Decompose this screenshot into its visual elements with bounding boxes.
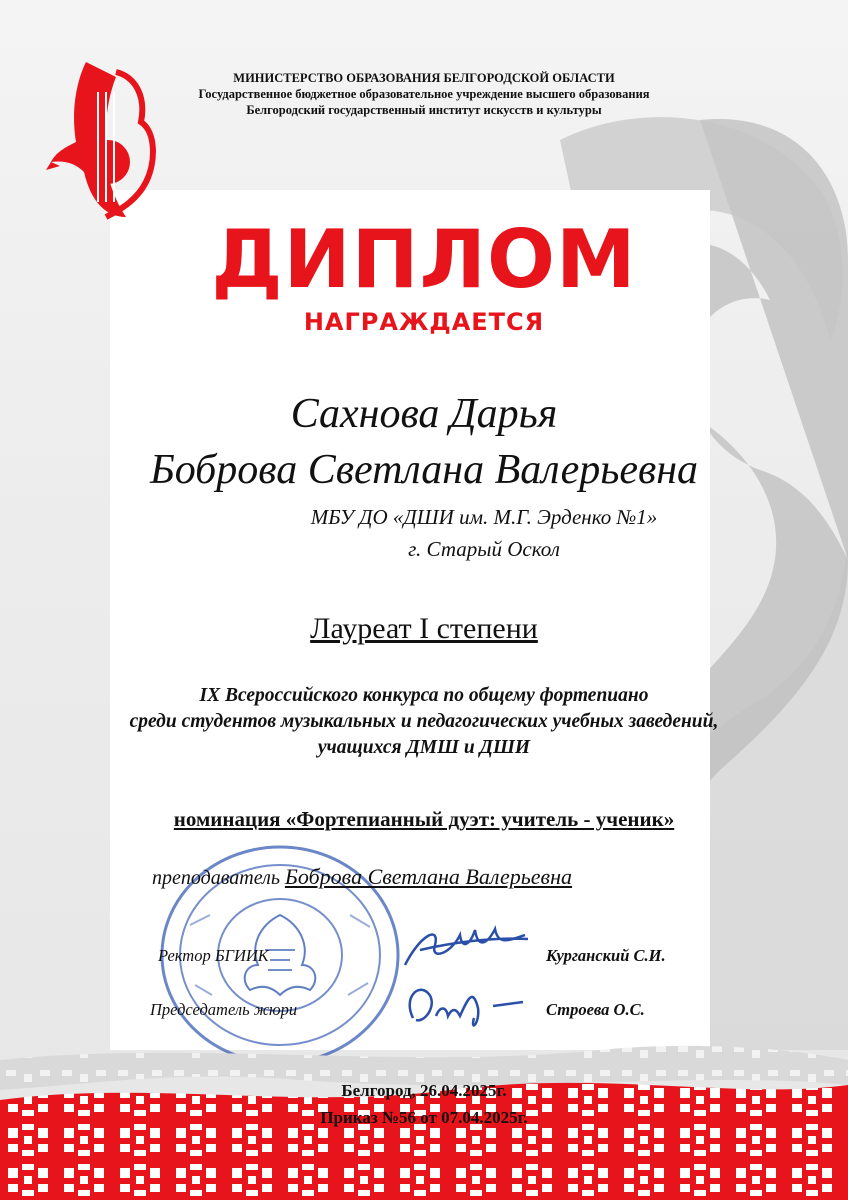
contest-description bbox=[0, 683, 848, 761]
rector-name-row bbox=[546, 946, 666, 966]
teacher-name: Боброва Светлана Валерьевна bbox=[284, 864, 573, 889]
institute-name-line: Белгородский государственный институт искусств и культуры bbox=[246, 103, 602, 117]
jury-signature-icon bbox=[398, 978, 528, 1038]
awarded-subtitle: НАГРАЖДАЕТСЯ bbox=[303, 308, 545, 336]
place-and-date: Белгород, 26.04.2025г. bbox=[341, 1081, 507, 1100]
signature-row-jury bbox=[150, 1000, 297, 1020]
issuer-header bbox=[100, 70, 748, 118]
jury-chair-label: Председатель жюри bbox=[150, 1000, 298, 1019]
rector-name: Курганский С.И. bbox=[546, 946, 666, 965]
nomination: номинация «Фортепианный дуэт: учитель - ученик» bbox=[173, 807, 675, 831]
signature-row-rector bbox=[158, 946, 269, 966]
contest-line-2: среди студентов музыкальных и педагогических учебных заведений, bbox=[129, 711, 719, 732]
recipient-name-1: Сахнова Дарья bbox=[290, 391, 558, 437]
ministry-line: МИНИСТЕРСТВО ОБРАЗОВАНИЯ БЕЛГОРОДСКОЙ ОБЛАСТИ bbox=[233, 71, 615, 85]
rector-label: Ректор БГИИК bbox=[158, 946, 269, 965]
award-title: Лауреат I степени bbox=[310, 612, 538, 645]
contest-line-3: учащихся ДМШ и ДШИ bbox=[317, 737, 531, 758]
recipient-institution: МБУ ДО «ДШИ им. М.Г. Эрденко №1» bbox=[310, 505, 658, 529]
contest-line-1: IX Всероссийского конкурса по общему фортепиано bbox=[199, 685, 649, 706]
recipient-city: г. Старый Оскол bbox=[408, 537, 560, 561]
diploma-title: ДИПЛОМ bbox=[211, 213, 637, 306]
recipient-name-2: Боброва Светлана Валерьевна bbox=[149, 447, 699, 493]
jury-chair-name: Строева О.С. bbox=[546, 1000, 645, 1019]
teacher-label: преподаватель bbox=[152, 867, 280, 889]
rector-signature-icon bbox=[400, 915, 530, 975]
institution-type-line: Государственное бюджетное образовательное учреждение высшего образования bbox=[198, 87, 650, 101]
jury-name-row bbox=[546, 1000, 645, 1020]
order-reference: Приказ №56 от 07.04.2025г. bbox=[320, 1108, 528, 1127]
teacher-line bbox=[152, 864, 572, 890]
